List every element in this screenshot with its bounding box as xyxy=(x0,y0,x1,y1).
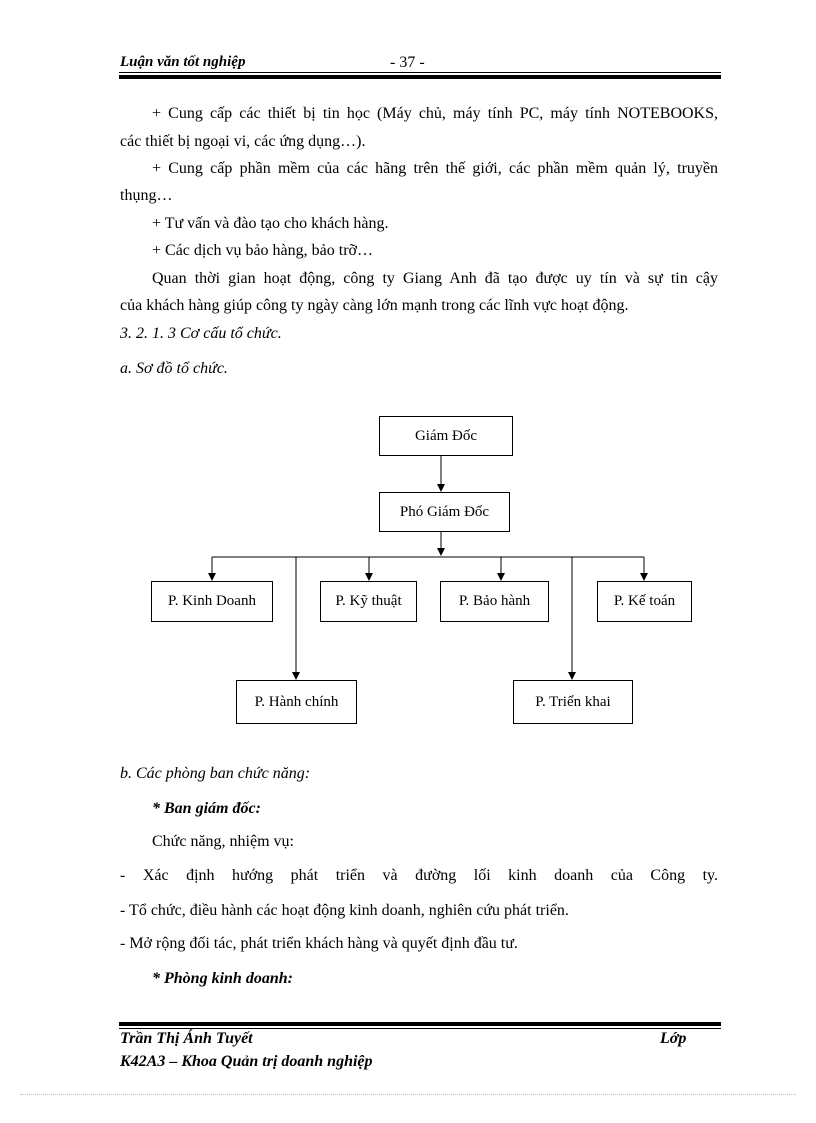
org-box-director: Giám Đốc xyxy=(379,416,513,456)
org-box-hanh-chinh: P. Hành chính xyxy=(236,680,357,724)
task-1: - Xác định hướng phát triển và đường lối kinh doanh của Công ty. xyxy=(120,867,718,884)
paragraph-2-cont: thụng… xyxy=(120,187,173,204)
page-number: - 37 - xyxy=(390,54,425,71)
paragraph-2: + Cung cấp phần mềm của các hãng trên thế giới, các phần mềm quản lý, truyền xyxy=(152,160,718,177)
subheading-b: b. Các phòng ban chức năng: xyxy=(120,765,311,782)
paragraph-1-cont: các thiết bị ngoại vi, các ứng dụng…). xyxy=(120,133,366,150)
paragraph-3: + Tư vấn và đào tạo cho khách hàng. xyxy=(152,215,389,232)
page-bottom-dotted-line xyxy=(20,1094,796,1095)
org-box-bao-hanh: P. Bảo hành xyxy=(440,581,549,622)
paragraph-5: Quan thời gian hoạt động, công ty Giang Anh đã tạo được uy tín và sự tin cậy xyxy=(152,270,718,287)
footer-rule-thin xyxy=(119,1028,721,1029)
heading-phong-kinh-doanh: * Phòng kinh doanh: xyxy=(152,970,293,987)
paragraph-5-cont: của khách hàng giúp công ty ngày càng lớn mạnh trong các lĩnh vực hoạt động. xyxy=(120,297,629,314)
footer-class-faculty: K42A3 – Khoa Quản trị doanh nghiệp xyxy=(120,1053,373,1070)
footer-author: Trần Thị Ánh Tuyết xyxy=(120,1030,253,1047)
task-3: - Mở rộng đối tác, phát triển khách hàng và quyết định đầu tư. xyxy=(120,935,518,952)
org-box-kinh-doanh: P. Kinh Doanh xyxy=(151,581,273,622)
paragraph-4: + Các dịch vụ bảo hàng, bảo trỡ… xyxy=(152,242,373,259)
org-box-trien-khai: P. Triển khai xyxy=(513,680,633,724)
header-title: Luận văn tốt nghiệp xyxy=(120,54,246,70)
footer-rule-thick xyxy=(119,1022,721,1026)
org-box-ke-toan: P. Kế toán xyxy=(597,581,692,622)
task-2: - Tổ chức, điều hành các hoạt động kinh doanh, nghiên cứu phát triển. xyxy=(120,902,569,919)
section-heading: 3. 2. 1. 3 Cơ cấu tổ chức. xyxy=(120,325,282,342)
chuc-nang-label: Chức năng, nhiệm vụ: xyxy=(152,833,294,850)
org-box-ky-thuat: P. Kỹ thuật xyxy=(320,581,417,622)
subheading-a: a. Sơ đồ tổ chức. xyxy=(120,360,228,377)
footer-class-label: Lớp xyxy=(660,1030,687,1047)
heading-ban-giam-doc: * Ban giám đốc: xyxy=(152,800,261,817)
paragraph-1: + Cung cấp các thiết bị tin học (Máy chủ, máy tính PC, máy tính NOTEBOOKS, xyxy=(152,105,718,122)
org-box-deputy: Phó Giám Đốc xyxy=(379,492,510,532)
